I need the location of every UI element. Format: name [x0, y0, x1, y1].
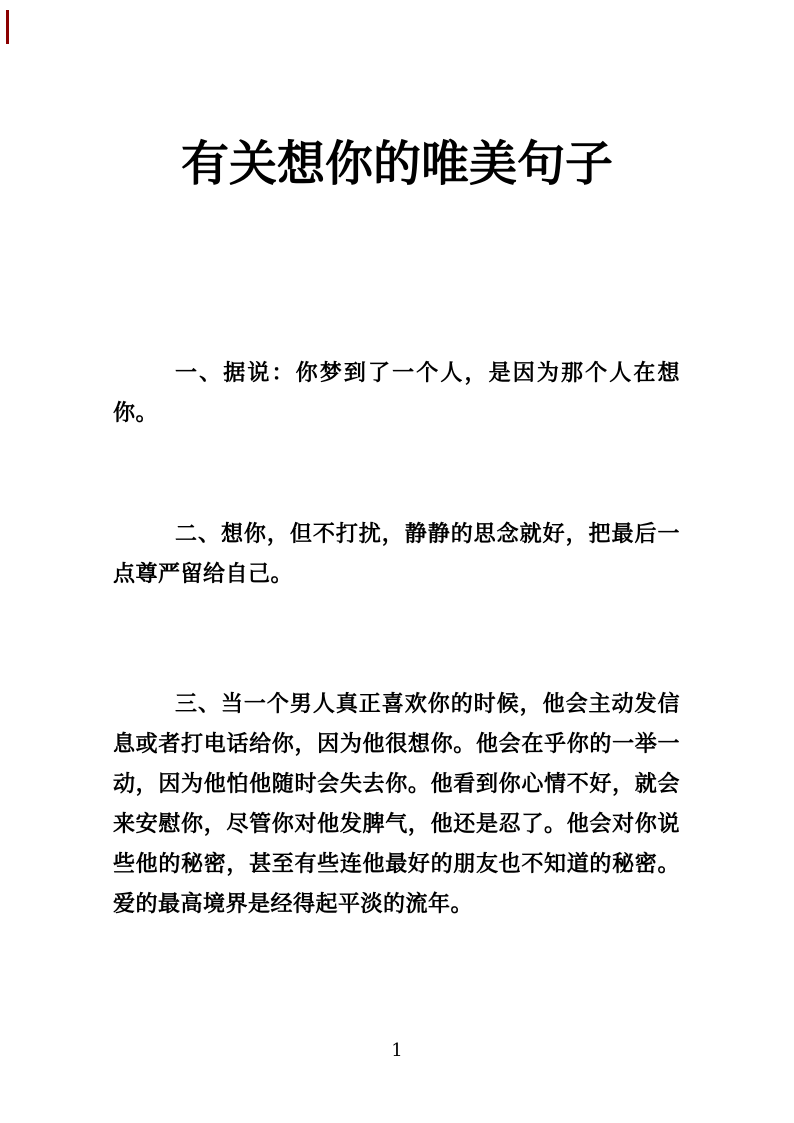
red-margin-mark — [6, 10, 9, 44]
paragraph-2: 二、想你，但不打扰，静静的思念就好，把最后一点尊严留给自己。 — [113, 521, 680, 587]
paragraph-3: 三、当一个男人真正喜欢你的时候，他会主动发信息或者打电话给你，因为他很想你。他会在乎你的一举一动，因为他怕他随时会失去你。他看到你心情不好，就会来安慰你，尽管你对他发脾气，他还是忍了。他会对你说些他的秘密，甚至有些连他最好的朋友也不知道的秘密。爱的最高境界是经得起平淡的流年。 — [113, 691, 680, 917]
page-number: 1 — [391, 1040, 403, 1061]
paragraph-1: 一、据说：你梦到了一个人，是因为那个人在想你。 — [113, 360, 680, 426]
document-title: 有关想你的唯美句子 — [180, 136, 613, 192]
